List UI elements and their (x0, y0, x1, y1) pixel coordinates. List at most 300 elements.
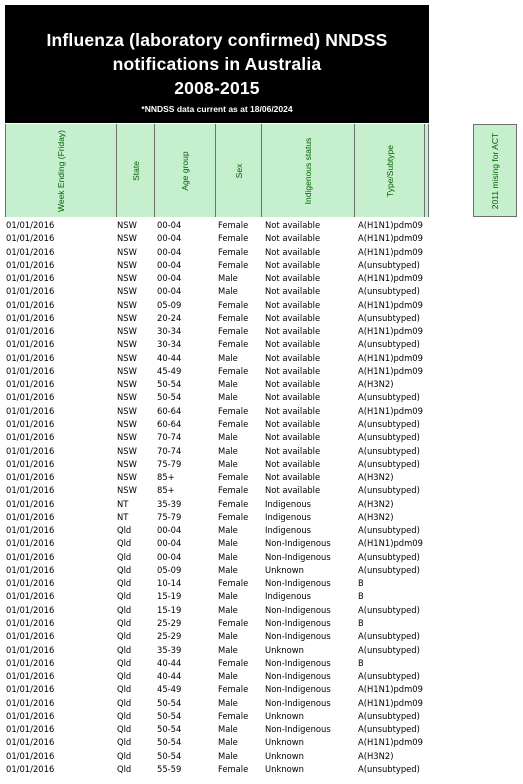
table-row[interactable] (0, 378, 523, 391)
table-cell[interactable]: Female (218, 763, 249, 774)
table-cell[interactable]: Male (218, 432, 238, 443)
table-cell[interactable]: Qld (117, 724, 132, 735)
table-cell[interactable]: Female (218, 365, 249, 376)
table-row[interactable] (0, 763, 523, 776)
table-cell[interactable]: Qld (117, 631, 132, 642)
table-cell[interactable]: Qld (117, 684, 132, 695)
table-cell[interactable]: Unknown (265, 763, 304, 774)
table-cell[interactable]: NSW (117, 405, 137, 416)
table-cell[interactable]: Male (218, 392, 238, 403)
table-cell[interactable]: 01/01/2016 (6, 538, 55, 549)
table-cell[interactable]: 35-39 (157, 644, 182, 655)
table-cell[interactable]: Not available (265, 299, 321, 310)
table-cell[interactable]: Female (218, 511, 249, 522)
table-cell[interactable]: NSW (117, 352, 137, 363)
table-cell[interactable]: Male (218, 591, 238, 602)
table-row[interactable] (0, 683, 523, 696)
table-cell[interactable]: 01/01/2016 (6, 312, 55, 323)
table-row[interactable] (0, 458, 523, 471)
table-cell[interactable]: A(unsubtyped) (358, 259, 420, 270)
table-cell[interactable]: 01/01/2016 (6, 631, 55, 642)
table-cell[interactable]: Female (218, 684, 249, 695)
table-cell[interactable]: Not available (265, 273, 321, 284)
table-cell[interactable]: NSW (117, 259, 137, 270)
table-cell[interactable]: 10-14 (157, 578, 182, 589)
table-cell[interactable]: Qld (117, 763, 132, 774)
table-cell[interactable]: A(unsubtyped) (358, 339, 420, 350)
table-cell[interactable]: Non-Indigenous (265, 684, 331, 695)
table-cell[interactable]: 01/01/2016 (6, 445, 55, 456)
table-cell[interactable]: Not available (265, 458, 321, 469)
table-cell[interactable]: A(unsubtyped) (358, 432, 420, 443)
table-cell[interactable]: NSW (117, 472, 137, 483)
table-cell[interactable]: Male (218, 352, 238, 363)
table-cell[interactable]: 00-04 (157, 259, 182, 270)
table-cell[interactable]: 01/01/2016 (6, 737, 55, 748)
table-cell[interactable]: 01/01/2016 (6, 220, 55, 230)
table-cell[interactable]: 00-04 (157, 286, 182, 297)
table-cell[interactable]: 50-54 (157, 750, 182, 761)
table-cell[interactable]: Indigenous (265, 498, 311, 509)
table-cell[interactable]: Qld (117, 737, 132, 748)
table-cell[interactable]: A(unsubtyped) (358, 671, 420, 682)
table-row[interactable] (0, 431, 523, 444)
table-cell[interactable]: NSW (117, 379, 137, 390)
table-cell[interactable]: Not available (265, 392, 321, 403)
table-cell[interactable]: 00-04 (157, 551, 182, 562)
table-cell[interactable]: 75-79 (157, 511, 182, 522)
table-cell[interactable]: Unknown (265, 564, 304, 575)
table-cell[interactable]: Male (218, 458, 238, 469)
table-cell[interactable]: 01/01/2016 (6, 485, 55, 496)
table-cell[interactable]: 01/01/2016 (6, 644, 55, 655)
table-cell[interactable]: Indigenous (265, 525, 311, 536)
table-cell[interactable]: 85+ (157, 472, 175, 483)
table-cell[interactable]: Not available (265, 432, 321, 443)
table-cell[interactable]: 50-54 (157, 710, 182, 721)
table-cell[interactable]: Not available (265, 246, 321, 257)
table-row[interactable] (0, 537, 523, 550)
table-cell[interactable]: NT (117, 511, 129, 522)
table-cell[interactable]: Non-Indigenous (265, 604, 331, 615)
table-cell[interactable]: Male (218, 551, 238, 562)
table-cell[interactable]: 30-34 (157, 326, 182, 337)
table-cell[interactable]: Non-Indigenous (265, 671, 331, 682)
table-cell[interactable]: Female (218, 657, 249, 668)
table-row[interactable] (0, 484, 523, 497)
table-cell[interactable]: A(H3N2) (358, 750, 394, 761)
table-cell[interactable]: 01/01/2016 (6, 352, 55, 363)
table-cell[interactable]: 01/01/2016 (6, 365, 55, 376)
table-row[interactable] (0, 736, 523, 749)
table-cell[interactable]: Male (218, 445, 238, 456)
table-cell[interactable]: 35-39 (157, 498, 182, 509)
table-cell[interactable]: NSW (117, 392, 137, 403)
table-cell[interactable]: Female (218, 259, 249, 270)
table-cell[interactable]: 70-74 (157, 432, 182, 443)
table-cell[interactable]: NSW (117, 458, 137, 469)
table-cell[interactable]: Qld (117, 564, 132, 575)
table-cell[interactable]: 01/01/2016 (6, 405, 55, 416)
table-cell[interactable]: Qld (117, 617, 132, 628)
table-cell[interactable]: 01/01/2016 (6, 604, 55, 615)
table-cell[interactable]: Non-Indigenous (265, 617, 331, 628)
table-cell[interactable]: 01/01/2016 (6, 273, 55, 284)
table-cell[interactable]: 01/01/2016 (6, 498, 55, 509)
table-cell[interactable]: A(H1N1)pdm09 (358, 233, 423, 244)
table-cell[interactable]: A(H1N1)pdm09 (358, 326, 423, 337)
table-cell[interactable]: A(H1N1)pdm09 (358, 246, 423, 257)
table-row[interactable] (0, 670, 523, 683)
table-cell[interactable]: Not available (265, 339, 321, 350)
table-cell[interactable]: Non-Indigenous (265, 631, 331, 642)
table-row[interactable] (0, 551, 523, 564)
table-cell[interactable]: Not available (265, 379, 321, 390)
table-cell[interactable]: 55-59 (157, 763, 182, 774)
table-cell[interactable]: Not available (265, 485, 321, 496)
table-cell[interactable]: 50-54 (157, 737, 182, 748)
table-cell[interactable]: 25-29 (157, 617, 182, 628)
column-header-age-group[interactable] (155, 124, 216, 217)
table-row[interactable] (0, 723, 523, 736)
table-cell[interactable]: 00-04 (157, 220, 182, 230)
table-cell[interactable]: Non-Indigenous (265, 538, 331, 549)
table-cell[interactable]: NSW (117, 286, 137, 297)
table-cell[interactable]: Qld (117, 697, 132, 708)
table-cell[interactable]: 01/01/2016 (6, 472, 55, 483)
table-cell[interactable]: Not available (265, 233, 321, 244)
table-cell[interactable]: A(unsubtyped) (358, 286, 420, 297)
table-cell[interactable]: 01/01/2016 (6, 591, 55, 602)
table-cell[interactable]: A(unsubtyped) (358, 392, 420, 403)
table-cell[interactable]: A(unsubtyped) (358, 551, 420, 562)
table-cell[interactable]: Male (218, 538, 238, 549)
table-cell[interactable]: Male (218, 379, 238, 390)
table-row[interactable] (0, 577, 523, 590)
table-cell[interactable]: 05-09 (157, 564, 182, 575)
table-cell[interactable]: Female (218, 617, 249, 628)
table-cell[interactable]: 85+ (157, 485, 175, 496)
table-cell[interactable]: Qld (117, 750, 132, 761)
table-cell[interactable]: Qld (117, 538, 132, 549)
table-cell[interactable]: Not available (265, 472, 321, 483)
table-cell[interactable]: 01/01/2016 (6, 418, 55, 429)
table-cell[interactable]: Female (218, 472, 249, 483)
table-cell[interactable]: A(H1N1)pdm09 (358, 365, 423, 376)
table-cell[interactable]: 50-54 (157, 724, 182, 735)
table-cell[interactable]: 01/01/2016 (6, 564, 55, 575)
table-cell[interactable]: 75-79 (157, 458, 182, 469)
table-cell[interactable]: 00-04 (157, 246, 182, 257)
column-header-state[interactable] (117, 124, 155, 217)
table-row[interactable] (0, 630, 523, 643)
table-cell[interactable]: A(H1N1)pdm09 (358, 220, 423, 230)
table-cell[interactable]: 60-64 (157, 418, 182, 429)
table-cell[interactable]: Not available (265, 220, 321, 230)
table-row[interactable] (0, 697, 523, 710)
table-cell[interactable]: NSW (117, 485, 137, 496)
table-cell[interactable]: Male (218, 525, 238, 536)
table-cell[interactable]: 01/01/2016 (6, 286, 55, 297)
table-cell[interactable]: NSW (117, 246, 137, 257)
table-cell[interactable]: A(H1N1)pdm09 (358, 684, 423, 695)
table-cell[interactable]: Male (218, 286, 238, 297)
table-cell[interactable]: Indigenous (265, 591, 311, 602)
table-cell[interactable]: Female (218, 710, 249, 721)
table-row[interactable] (0, 285, 523, 298)
table-cell[interactable]: 30-34 (157, 339, 182, 350)
table-cell[interactable]: A(H3N2) (358, 379, 394, 390)
table-cell[interactable]: A(unsubtyped) (358, 604, 420, 615)
table-cell[interactable]: 01/01/2016 (6, 326, 55, 337)
table-cell[interactable]: NSW (117, 220, 137, 230)
table-row[interactable] (0, 325, 523, 338)
table-cell[interactable]: Qld (117, 578, 132, 589)
table-cell[interactable]: Non-Indigenous (265, 657, 331, 668)
table-cell[interactable]: 40-44 (157, 671, 182, 682)
table-cell[interactable]: 01/01/2016 (6, 657, 55, 668)
table-cell[interactable]: 40-44 (157, 352, 182, 363)
table-cell[interactable]: Qld (117, 710, 132, 721)
table-cell[interactable]: A(unsubtyped) (358, 710, 420, 721)
table-cell[interactable]: A(H1N1)pdm09 (358, 697, 423, 708)
table-cell[interactable]: Not available (265, 352, 321, 363)
table-cell[interactable]: Non-Indigenous (265, 551, 331, 562)
table-cell[interactable]: Female (218, 220, 249, 230)
table-cell[interactable]: 01/01/2016 (6, 617, 55, 628)
table-cell[interactable]: Not available (265, 365, 321, 376)
table-cell[interactable]: NSW (117, 312, 137, 323)
table-cell[interactable]: 01/01/2016 (6, 511, 55, 522)
table-cell[interactable]: 01/01/2016 (6, 458, 55, 469)
table-cell[interactable]: 01/01/2016 (6, 259, 55, 270)
table-cell[interactable]: 01/01/2016 (6, 432, 55, 443)
table-cell[interactable]: A(H1N1)pdm09 (358, 273, 423, 284)
table-cell[interactable]: A(unsubtyped) (358, 564, 420, 575)
table-cell[interactable]: Female (218, 578, 249, 589)
table-row[interactable] (0, 219, 523, 232)
table-cell[interactable]: NSW (117, 233, 137, 244)
table-cell[interactable]: 40-44 (157, 657, 182, 668)
table-cell[interactable]: Not available (265, 445, 321, 456)
table-cell[interactable]: A(H3N2) (358, 498, 394, 509)
table-cell[interactable]: 01/01/2016 (6, 339, 55, 350)
table-cell[interactable]: 50-54 (157, 392, 182, 403)
table-cell[interactable]: NSW (117, 432, 137, 443)
table-row[interactable] (0, 564, 523, 577)
table-cell[interactable]: Female (218, 233, 249, 244)
table-cell[interactable]: 15-19 (157, 604, 182, 615)
table-cell[interactable]: Female (218, 299, 249, 310)
table-row[interactable] (0, 391, 523, 404)
table-cell[interactable]: Not available (265, 312, 321, 323)
table-cell[interactable]: A(unsubtyped) (358, 763, 420, 774)
table-cell[interactable]: Male (218, 737, 238, 748)
table-cell[interactable]: 50-54 (157, 379, 182, 390)
table-cell[interactable]: Not available (265, 405, 321, 416)
table-cell[interactable]: A(H1N1)pdm09 (358, 737, 423, 748)
table-cell[interactable]: A(H3N2) (358, 472, 394, 483)
table-cell[interactable]: 00-04 (157, 273, 182, 284)
table-cell[interactable]: 01/01/2016 (6, 551, 55, 562)
table-cell[interactable]: Female (218, 246, 249, 257)
table-cell[interactable]: NSW (117, 418, 137, 429)
table-cell[interactable]: Female (218, 312, 249, 323)
table-cell[interactable]: 45-49 (157, 365, 182, 376)
table-cell[interactable]: 01/01/2016 (6, 684, 55, 695)
table-cell[interactable]: 01/01/2016 (6, 710, 55, 721)
table-cell[interactable]: 00-04 (157, 525, 182, 536)
table-row[interactable] (0, 617, 523, 630)
table-cell[interactable]: Qld (117, 551, 132, 562)
table-cell[interactable]: A(unsubtyped) (358, 525, 420, 536)
table-cell[interactable]: NT (117, 498, 129, 509)
table-row[interactable] (0, 604, 523, 617)
table-cell[interactable]: NSW (117, 326, 137, 337)
table-cell[interactable]: A(unsubtyped) (358, 644, 420, 655)
table-cell[interactable]: Qld (117, 591, 132, 602)
table-cell[interactable]: A(unsubtyped) (358, 445, 420, 456)
table-row[interactable] (0, 657, 523, 670)
table-cell[interactable]: 60-64 (157, 405, 182, 416)
table-cell[interactable]: Not available (265, 259, 321, 270)
table-row[interactable] (0, 259, 523, 272)
table-cell[interactable]: NSW (117, 339, 137, 350)
table-cell[interactable]: Female (218, 498, 249, 509)
table-row[interactable] (0, 405, 523, 418)
table-cell[interactable]: 01/01/2016 (6, 233, 55, 244)
table-cell[interactable]: Qld (117, 657, 132, 668)
table-cell[interactable]: Female (218, 485, 249, 496)
table-cell[interactable]: 25-29 (157, 631, 182, 642)
table-row[interactable] (0, 418, 523, 431)
table-cell[interactable]: 50-54 (157, 697, 182, 708)
table-cell[interactable]: Male (218, 644, 238, 655)
table-cell[interactable]: Male (218, 724, 238, 735)
table-cell[interactable]: A(H1N1)pdm09 (358, 405, 423, 416)
table-cell[interactable]: Male (218, 671, 238, 682)
table-cell[interactable]: A(unsubtyped) (358, 724, 420, 735)
table-cell[interactable]: A(unsubtyped) (358, 418, 420, 429)
table-cell[interactable]: 01/01/2016 (6, 246, 55, 257)
table-cell[interactable]: 00-04 (157, 233, 182, 244)
table-cell[interactable]: 45-49 (157, 684, 182, 695)
table-cell[interactable]: Indigenous (265, 511, 311, 522)
table-cell[interactable]: Not available (265, 326, 321, 337)
table-cell[interactable]: Male (218, 697, 238, 708)
table-cell[interactable]: 15-19 (157, 591, 182, 602)
table-cell[interactable]: Not available (265, 286, 321, 297)
table-row[interactable] (0, 471, 523, 484)
table-cell[interactable]: Not available (265, 418, 321, 429)
table-cell[interactable]: Female (218, 339, 249, 350)
table-cell[interactable]: 01/01/2016 (6, 525, 55, 536)
table-cell[interactable]: 01/01/2016 (6, 392, 55, 403)
table-row[interactable] (0, 272, 523, 285)
table-cell[interactable]: 01/01/2016 (6, 697, 55, 708)
table-row[interactable] (0, 710, 523, 723)
table-cell[interactable]: Qld (117, 671, 132, 682)
table-cell[interactable]: NSW (117, 273, 137, 284)
table-cell[interactable]: A(H1N1)pdm09 (358, 538, 423, 549)
table-cell[interactable]: B (358, 657, 364, 668)
table-row[interactable] (0, 232, 523, 245)
table-cell[interactable]: Non-Indigenous (265, 697, 331, 708)
table-cell[interactable]: A(unsubtyped) (358, 458, 420, 469)
table-row[interactable] (0, 590, 523, 603)
table-row[interactable] (0, 299, 523, 312)
table-cell[interactable]: Female (218, 405, 249, 416)
table-cell[interactable]: 01/01/2016 (6, 299, 55, 310)
table-cell[interactable]: Male (218, 750, 238, 761)
column-header-indigenous-status[interactable] (262, 124, 355, 217)
table-row[interactable] (0, 365, 523, 378)
table-cell[interactable]: 01/01/2016 (6, 724, 55, 735)
table-row[interactable] (0, 750, 523, 763)
table-cell[interactable]: Qld (117, 644, 132, 655)
table-cell[interactable]: Qld (117, 604, 132, 615)
table-cell[interactable]: Male (218, 631, 238, 642)
table-cell[interactable]: B (358, 591, 364, 602)
table-cell[interactable]: Non-Indigenous (265, 724, 331, 735)
table-row[interactable] (0, 511, 523, 524)
table-row[interactable] (0, 644, 523, 657)
table-cell[interactable]: 01/01/2016 (6, 379, 55, 390)
table-cell[interactable]: A(unsubtyped) (358, 485, 420, 496)
table-cell[interactable]: Male (218, 604, 238, 615)
table-cell[interactable]: 01/01/2016 (6, 763, 55, 774)
table-cell[interactable]: NSW (117, 299, 137, 310)
table-cell[interactable]: Unknown (265, 644, 304, 655)
table-cell[interactable]: Unknown (265, 737, 304, 748)
table-row[interactable] (0, 352, 523, 365)
table-cell[interactable]: Qld (117, 525, 132, 536)
table-cell[interactable]: B (358, 617, 364, 628)
table-cell[interactable]: 01/01/2016 (6, 578, 55, 589)
table-cell[interactable]: NSW (117, 445, 137, 456)
table-cell[interactable]: 00-04 (157, 538, 182, 549)
table-cell[interactable]: 20-24 (157, 312, 182, 323)
table-cell[interactable]: 70-74 (157, 445, 182, 456)
table-row[interactable] (0, 498, 523, 511)
table-row[interactable] (0, 246, 523, 259)
table-cell[interactable]: A(H3N2) (358, 511, 394, 522)
column-header-type-subtype[interactable] (355, 124, 425, 217)
table-row[interactable] (0, 445, 523, 458)
table-cell[interactable]: 01/01/2016 (6, 750, 55, 761)
table-row[interactable] (0, 312, 523, 325)
table-cell[interactable]: Male (218, 564, 238, 575)
table-cell[interactable]: Female (218, 418, 249, 429)
table-cell[interactable]: Female (218, 326, 249, 337)
table-cell[interactable]: NSW (117, 365, 137, 376)
table-cell[interactable]: Non-Indigenous (265, 578, 331, 589)
table-cell[interactable]: 01/01/2016 (6, 671, 55, 682)
table-cell[interactable]: A(H1N1)pdm09 (358, 299, 423, 310)
table-row[interactable] (0, 524, 523, 537)
table-cell[interactable]: A(unsubtyped) (358, 312, 420, 323)
table-cell[interactable]: A(H1N1)pdm09 (358, 352, 423, 363)
table-cell[interactable]: 05-09 (157, 299, 182, 310)
table-row[interactable] (0, 338, 523, 351)
table-cell[interactable]: Male (218, 273, 238, 284)
column-header-sex[interactable] (216, 124, 262, 217)
table-cell[interactable]: Unknown (265, 750, 304, 761)
table-cell[interactable]: Unknown (265, 710, 304, 721)
table-cell[interactable]: A(unsubtyped) (358, 631, 420, 642)
table-cell[interactable]: B (358, 578, 364, 589)
column-header-week-ending[interactable] (5, 124, 117, 217)
